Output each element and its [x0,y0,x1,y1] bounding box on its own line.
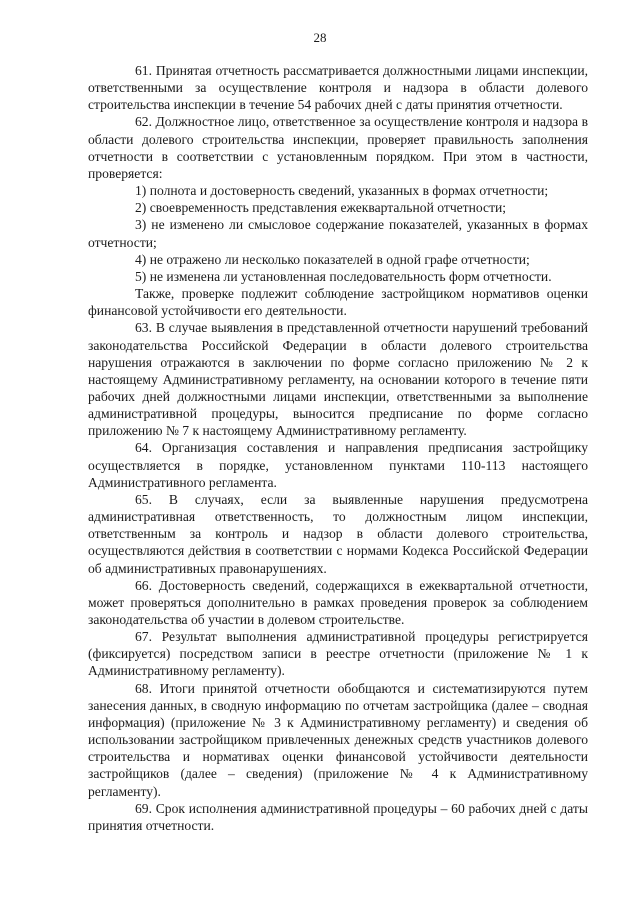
paragraph-66: 66. Достоверность сведений, содержащихся в ежеквартальной отчетности, может проверяться дополнительно в рамках проведения проверок за соблюдением законодательства об участии в долевом строительстве. [88,577,588,627]
paragraph-61: 61. Принятая отчетность рассматривается должностными лицами инспекции, ответственными за осуществление контроля и надзора в области долевого строительства инспекции в течение 54 рабочих дней с даты принятия отчетности. [88,63,588,113]
document-body [88,62,588,834]
paragraph-62: 62. Должностное лицо, ответственное за осуществление контроля и надзора в области долевого строительства инспекции, проверяет правильность заполнения отчетности в соответствии с установленным порядком. При этом в частности, проверяется: [88,114,588,181]
list-item-1: 1) полнота и достоверность сведений, указанных в формах отчетности; [135,183,549,199]
list-item-5: 5) не изменена ли установленная последовательность форм отчетности. [135,268,552,284]
paragraph-63: 63. В случае выявления в представленной отчетности нарушений требований законодательства Российской Федерации в области долевого строительства нарушения отражаются в заключении по форме согласно приложению № 2 к настоящему Административному регламенту, на основании которого в течение пяти рабочих дней должностными лицами инспекции, ответственными за выполнение административной процедуры, выносится предписание по форме согласно приложению № 7 к настоящему Административному регламенту. [88,320,588,439]
page-number: 28 [313,30,327,45]
paragraph-68: 68. Итоги принятой отчетности обобщаются и систематизируются путем занесения данных, в сводную информацию по отчетам застройщика (далее – сводная информация) (приложение № 3 к Административному регламенту) и сведения об использовании застройщиком привлеченных денежных средств участников долевого строительства и нормативах оценки финансовой устойчивости деятельности застройщиков (далее – сведения) (приложение № 4 к Административному регламенту). [88,680,588,799]
list-item-2: 2) своевременность представления ежеквартальной отчетности; [135,200,507,216]
paragraph-65: 65. В случаях, если за выявленные нарушения предусмотрена административная ответственность, то должностным лицом инспекции, ответственным за контроль и надзор в области долевого строительства, осуществляются действия в соответствии с нормами Кодекса Российской Федерации об административных правонарушениях. [88,491,588,576]
paragraph-69: 69. Срок исполнения административной процедуры – 60 рабочих дней с даты принятия отчетности. [88,800,588,833]
list-item-3: 3) не изменено ли смысловое содержание показателей, указанных в формах отчетности; [88,217,588,250]
paragraph-67: 67. Результат выполнения административной процедуры регистрируется (фиксируется) посредством записи в реестре отчетности (приложение № 1 к Административному регламенту). [88,629,588,679]
paragraph-64: 64. Организация составления и направления предписания застройщику осуществляется в порядке, установленном пунктами 110-113 настоящего Административного регламента. [88,440,588,490]
list-item-4: 4) не отражено ли несколько показателей в одной графе отчетности; [135,251,530,267]
paragraph-62-note: Также, проверке подлежит соблюдение застройщиком нормативов оценки финансовой устойчивости его деятельности. [88,286,588,319]
